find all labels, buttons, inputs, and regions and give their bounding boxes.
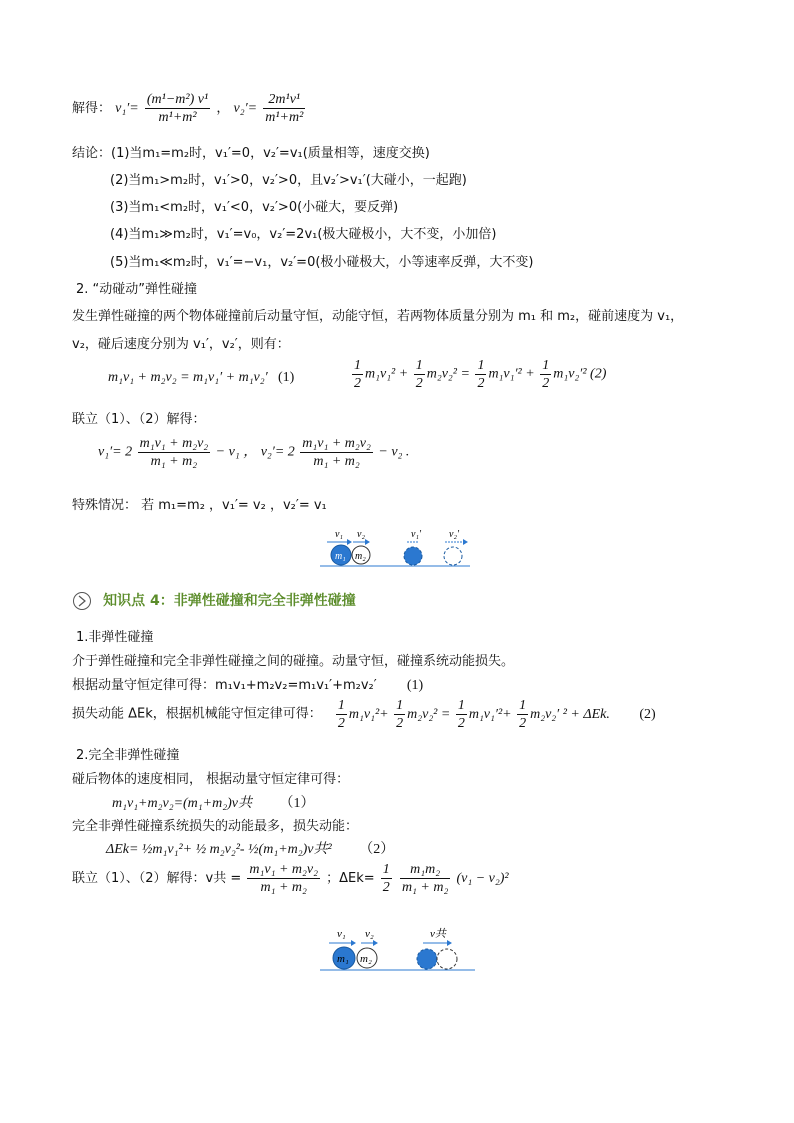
arrow-circle-icon: [72, 591, 92, 611]
perfect-energy-text: ΔEk= ½m₁v₁²+ ½ m₂v₂²- ½(m₁+m₂)v共²: [106, 842, 332, 857]
half-num: 1: [519, 698, 527, 713]
half-fraction: [336, 698, 347, 731]
energy-prefix: 损失动能 ΔEk，根据机械能守恒定律可得：: [72, 706, 322, 722]
v2-arrowhead: [365, 539, 370, 545]
perfect-solution: [72, 862, 509, 895]
v-common-den: m₁ + m₂: [260, 880, 307, 895]
half-fraction: [394, 698, 405, 731]
v2p-arrowhead: [463, 539, 468, 545]
sol-v1-tail: − v₁ ，: [215, 444, 258, 460]
perfect-momentum: [112, 792, 314, 812]
v1-arrowhead: [351, 940, 356, 946]
v1-prime-fraction: [145, 92, 210, 125]
ball-m2-label: m₂: [360, 953, 372, 965]
perfect-tag-1: （1）: [279, 796, 315, 811]
half-den: 2: [477, 376, 485, 391]
energy-term-3: m₁v₁′²: [488, 366, 522, 382]
half-den: 2: [337, 716, 345, 731]
ball-m2-after: [444, 547, 462, 565]
half-den: 2: [519, 716, 527, 731]
sol-v1-fraction: [138, 436, 211, 469]
solve-label: 联立（1）、（2）解得：: [72, 412, 206, 427]
subheading-inelastic: 1.非弹性碰撞: [76, 630, 154, 645]
v1-arrowhead: [347, 539, 352, 545]
energy-expression: [334, 698, 613, 731]
v2-label: v₂: [357, 529, 365, 540]
reduced-mass-den: m₁ + m₂: [401, 880, 449, 895]
sol-v2-den: m₁ + m₂: [313, 454, 360, 469]
v1-prime-label: v₁′: [411, 529, 422, 540]
inelastic-desc: 介于弹性碰撞和完全非弹性碰撞之间的碰撞。动量守恒，碰撞系统动能损失。: [72, 654, 515, 669]
conclusion-4: (4)当m₁≫m₂时，v₁′=v₀，v₂′=2v₁(极大碰极小，大不变，小加倍): [110, 227, 497, 242]
half-num: 1: [382, 862, 390, 877]
v2-prime-label: v₂′=: [233, 101, 258, 116]
sol-v2-num: m₁v₁ + m₂v₂: [302, 436, 371, 451]
subheading-perfectly-inelastic: 2.完全非弹性碰撞: [76, 748, 180, 763]
perfect-desc: 碰后物体的速度相同， 根据动量守恒定律可得：: [72, 772, 350, 787]
separator: ，: [216, 101, 230, 116]
v-common-arrowhead: [447, 940, 452, 946]
v1-label: v₁: [335, 529, 343, 540]
inelastic-energy: [72, 698, 656, 731]
energy-term-4: m₁v₂′²: [553, 366, 587, 382]
energy-term-c: m₁v₁′²+: [468, 706, 512, 722]
sol-v1-lhs: v₁′= 2: [98, 444, 133, 460]
half-den: 2: [396, 716, 404, 731]
reduced-mass-num: m₁m₂: [400, 862, 450, 879]
equation-tag-1: (1): [278, 370, 295, 385]
collision-diagram-1: [315, 525, 475, 570]
v-common-num: m₁v₁ + m₂v₂: [249, 862, 318, 877]
half-den: 2: [542, 376, 550, 391]
ball-m2-label: m₂: [355, 551, 366, 562]
sol-v2-fraction: [300, 436, 373, 469]
energy-term-d: m₂v₂′ ² + ΔEk.: [530, 706, 610, 722]
inelastic-tag-2: (2): [639, 706, 656, 722]
perfect-solution-prefix: 联立（1）、（2）解得：v共 =: [72, 871, 242, 886]
velocity-diff-squared: (v₁ − v₂)²: [456, 871, 509, 886]
perfect-loss-desc: 完全非弹性碰撞系统损失的动能最多，损失动能：: [72, 819, 359, 834]
momentum-equation: m₁v₁ + m₂v₂ = m₁v₁′ + m₁v₂′: [108, 370, 268, 385]
ball-m1-after: [404, 547, 422, 565]
ball-m2-after: [437, 949, 457, 969]
inelastic-tag-1: (1): [406, 678, 424, 693]
knowledge-heading: [72, 590, 356, 611]
half-fraction: [475, 358, 486, 391]
half-fraction: [352, 358, 363, 391]
half-num: 1: [396, 698, 404, 713]
v-common-label: v共: [430, 928, 446, 940]
energy-term-1: m₁v₁²: [365, 366, 396, 382]
conclusion-2: (2)当m₁>m₂时，v₁′>0，v₂′>0，且v₂′>v₁′(大碰小，一起跑): [110, 173, 467, 188]
half-num: 1: [354, 358, 361, 373]
perfect-momentum-text: m₁v₁+m₂v₂=(m₁+m₂)v共: [112, 796, 252, 811]
v2-prime-denominator: m¹+m²: [265, 110, 304, 125]
section2-para1: 发生弹性碰撞的两个物体碰撞前后动量守恒，动能守恒，若两物体质量分别为 m₁ 和 m₂，碰前速度为 v₁，: [72, 309, 684, 324]
v2-prime-label: v₂′: [449, 529, 460, 540]
sol-v1-den: m₁ + m₂: [150, 454, 198, 469]
half-den: 2: [457, 716, 465, 731]
ball-m1-label: m₁: [337, 953, 349, 965]
half-fraction: [456, 698, 467, 731]
reduced-mass-fraction: [400, 862, 450, 895]
half-den: 2: [415, 376, 423, 391]
v1-label: v₁: [337, 928, 346, 940]
inelastic-momentum: [72, 674, 423, 694]
knowledge-title: 知识点 4：非弹性碰撞和完全非弹性碰撞: [103, 593, 356, 609]
half-den: 2: [354, 376, 361, 391]
ball-m1-label: m₁: [335, 551, 346, 562]
conclusion-1: 结论：(1)当m₁=m₂时，v₁′=0，v₂′=v₁(质量相等，速度交换): [72, 146, 430, 161]
ball-m1-after: [417, 949, 437, 969]
energy-equation: $\frac{1}{2}$ m₁v₁² + $\frac{1}{2}$ m₂v₂² = $\frac{1}{2}$ m₁v₁′² + $\frac{1}{2}$ m₁v₂′² (2): [354, 358, 607, 391]
v-common-fraction: [247, 862, 320, 895]
delta-ek-label: ；ΔEk=: [326, 871, 375, 886]
collision-diagram-2: [315, 925, 480, 975]
equation-tag-2: (2): [590, 366, 607, 382]
sol-v2-tail: − v₂ .: [378, 444, 410, 460]
conclusion-3: (3)当m₁<m₂时，v₁′<0，v₂′>0(小碰大，要反弹): [110, 200, 399, 215]
half-num: 1: [337, 698, 345, 713]
half-num: 1: [477, 358, 485, 373]
special-case: 特殊情况： 若 m₁=m₂ ，v₁′= v₂ ，v₂′= v₁: [72, 498, 327, 513]
conclusion-5: (5)当m₁≪m₂时，v₁′=−v₁，v₂′=0(极小碰极大，小等速率反弹，大不变): [110, 255, 534, 270]
v2-label: v₂: [365, 928, 374, 940]
half-fraction: [517, 698, 528, 731]
section2-title: 2. “动碰动”弹性碰撞: [76, 282, 198, 297]
half-fraction: [414, 358, 425, 391]
solution-v-prime: [98, 436, 409, 469]
half-fraction: [381, 862, 392, 895]
half-num: 1: [457, 698, 465, 713]
inelastic-momentum-text: 根据动量守恒定律可得：m₁v₁+m₂v₂=m₁v₁′+m₂v₂′: [72, 678, 377, 693]
half-den: 2: [382, 880, 390, 895]
half-num: 1: [542, 358, 550, 373]
sol-v1-num: m₁v₁ + m₂v₂: [139, 436, 209, 451]
v2-prime-numerator: 2m¹v¹: [263, 92, 305, 109]
energy-term-2: m₂v₂²: [426, 366, 457, 382]
v2-arrowhead: [373, 940, 378, 946]
v1-prime-label: v₁′=: [115, 101, 139, 116]
sol-v2-lhs: v₂′= 2: [260, 444, 295, 460]
v1-prime-denominator: m¹+m²: [158, 110, 197, 125]
energy-term-b: m₂v₂² =: [407, 706, 451, 722]
perfect-tag-2: （2）: [359, 842, 395, 857]
perfect-energy-loss: [106, 838, 394, 858]
half-fraction: [540, 358, 551, 391]
energy-term-a: m₁v₁²+: [348, 706, 389, 722]
section2-para2: v₂，碰后速度分别为 v₁′，v₂′，则有：: [72, 337, 290, 352]
v1-prime-numerator: (m¹−m²) v¹: [146, 92, 209, 107]
v2-prime-fraction: [263, 92, 305, 125]
solution-prefix: 解得：: [72, 101, 112, 116]
solution-line: [72, 92, 307, 125]
half-num: 1: [415, 358, 423, 373]
